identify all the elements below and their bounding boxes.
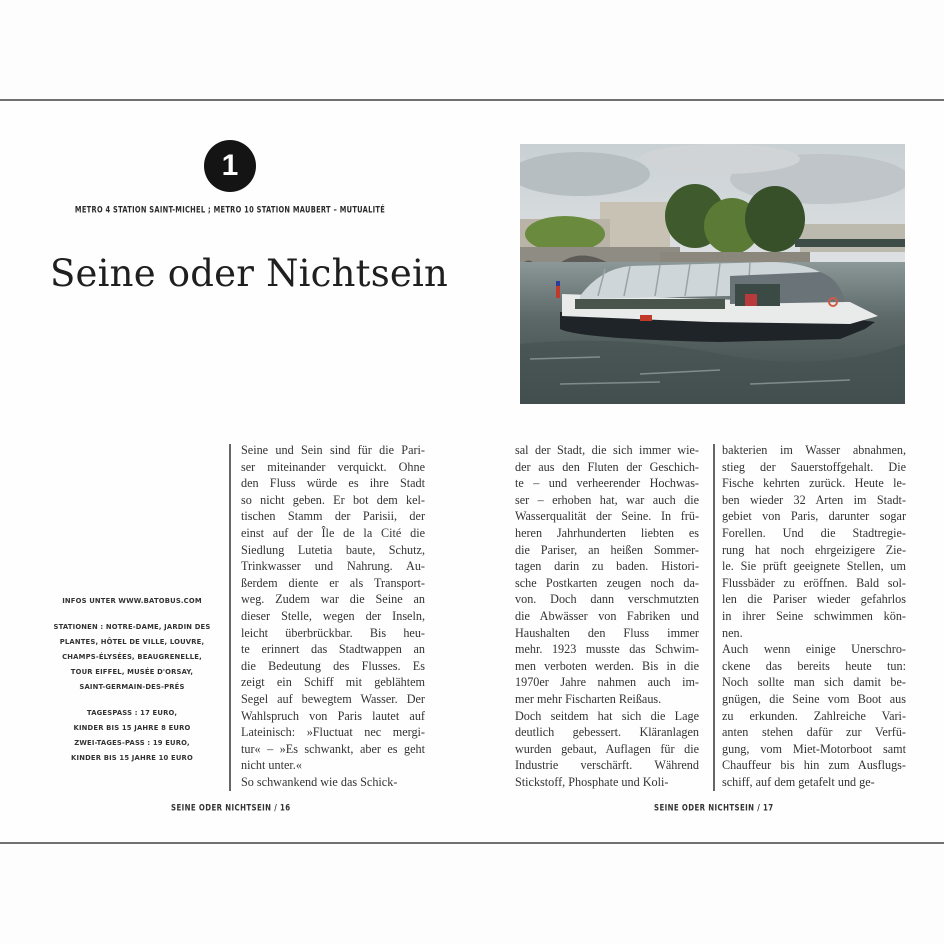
text-line: anten stehen dafür zur Verfü- bbox=[722, 725, 906, 740]
text-line: tagen darin zu baden. Histori- bbox=[515, 559, 699, 574]
boat-photo bbox=[520, 144, 905, 404]
text-line: weg. Zudem war die Seine an bbox=[241, 592, 425, 607]
bottom-page-edge-rule bbox=[0, 842, 944, 844]
text-line: die Abwässer von Fabriken und bbox=[515, 608, 699, 623]
text-line: stieg der Sauerstoffgehalt. Die bbox=[722, 459, 906, 474]
text-line: sche Postkarten zeugen noch da- bbox=[515, 575, 699, 590]
text-line: die Bedeutung des Flusses. Es bbox=[241, 658, 425, 673]
stations-line: PLANTES, HÔTEL DE VILLE, LOUVRE, bbox=[59, 637, 205, 646]
text-line: dieser Stelle, wegen der Inseln, bbox=[241, 608, 425, 623]
text-line: ßerdem diente er als Transport- bbox=[241, 575, 425, 590]
stations-line: SAINT-GERMAIN-DES-PRÉS bbox=[79, 682, 185, 691]
text-line: men verboten werden. Bis in die bbox=[515, 658, 699, 673]
chapter-number: 1 bbox=[221, 149, 239, 182]
text-line: rung hat noch ehrgeizigere Zie- bbox=[722, 542, 906, 557]
text-line: der aus den Fluten der Geschich- bbox=[515, 459, 699, 474]
text-line: ben wieder 32 Arten im Stadt- bbox=[722, 492, 906, 507]
text-line: Industrie verschärft. Während bbox=[515, 758, 699, 773]
text-line: So schwankend wie das Schick- bbox=[241, 774, 398, 789]
text-line: Doch seitdem hat sich die Lage bbox=[515, 708, 699, 723]
prices-info bbox=[51, 705, 213, 765]
column-divider-right bbox=[713, 444, 715, 791]
text-line: so nicht geben. Er bot dem kel- bbox=[241, 492, 425, 507]
text-line: in ihrer Seine schwimmen kön- bbox=[722, 608, 906, 623]
body-column-3 bbox=[722, 442, 906, 790]
text-line: leicht überbrückbar. Bis heu- bbox=[241, 625, 425, 640]
text-line: bakterien im Wasser abnahmen, bbox=[722, 443, 906, 457]
text-line: Siedlung Lutetia baute, Schutz, bbox=[241, 542, 425, 557]
text-line: nicht unter.« bbox=[241, 758, 302, 773]
chapter-number-badge bbox=[204, 140, 256, 192]
metro-info: METRO 4 STATION SAINT-MICHEL ; METRO 10 STATION MAUBERT – MUTUALITÉ bbox=[74, 203, 386, 216]
text-line: Stickstoff, Phosphate und Koli- bbox=[515, 774, 669, 789]
text-line: zeigt ein Schiff mit geblähtem bbox=[241, 675, 425, 690]
text-line: einst auf der Île de la Cité die bbox=[241, 525, 425, 540]
batobus-boat-image bbox=[520, 144, 905, 404]
column-divider-left bbox=[229, 444, 231, 791]
text-line: Seine und Sein sind für die Pari- bbox=[241, 443, 425, 457]
text-line: Flussbäder zu eröffnen. Bald sol- bbox=[722, 575, 906, 590]
text-line: heren Jahrhunderten liebten es bbox=[515, 525, 699, 540]
text-line: ckene das bereits heute tun: bbox=[722, 658, 906, 673]
text-line: Segel auf bewegtem Wasser. Der bbox=[241, 691, 425, 706]
info-box bbox=[44, 593, 220, 776]
text-line: Wahlspruch von Paris lautet auf bbox=[241, 708, 425, 723]
stations-line: CHAMPS-ÉLYSÉES, BEAUGRENELLE, bbox=[62, 652, 202, 661]
text-line: mehr. 1923 musste das Schwim- bbox=[515, 642, 699, 657]
text-line: nen. bbox=[722, 625, 743, 640]
text-line: le. Sie prüft geeignete Stellen, um bbox=[722, 559, 906, 574]
text-line: ser – erhoben hat, war auch die bbox=[515, 492, 699, 507]
text-line: schiff, auf dem getafelt und ge- bbox=[722, 774, 875, 789]
stations-line: TOUR EIFFEL, MUSÉE D'ORSAY, bbox=[70, 667, 194, 676]
text-line: tur« – »Es schwankt, aber es geht bbox=[241, 741, 425, 756]
text-line: Wasserqualität der Seine. In frü- bbox=[515, 509, 699, 524]
text-line: Noch sollte man sich damit be- bbox=[722, 675, 906, 690]
text-line: Fische kehrten zurück. Heute le- bbox=[722, 476, 906, 491]
text-line: von. Doch dann verschmutzten bbox=[515, 592, 699, 607]
stations-line: STATIONEN : NOTRE-DAME, JARDIN DES bbox=[53, 622, 211, 631]
website-info: INFOS UNTER WWW.BATOBUS.COM bbox=[62, 596, 202, 605]
text-line: mer mehr Fischarten Reißaus. bbox=[515, 691, 662, 706]
text-line: deutlich gebessert. Kläranlagen bbox=[515, 725, 699, 740]
text-line: 1970er Jahre nahmen auch im- bbox=[515, 675, 699, 690]
text-line: den Fluss würde es ihre Stadt bbox=[241, 476, 425, 491]
stations-info bbox=[51, 619, 213, 694]
price-line: KINDER BIS 15 JAHRE 8 EURO bbox=[73, 723, 191, 732]
text-line: Lateinisch: »Fluctuat nec mergi- bbox=[241, 725, 425, 740]
page-footer-right: SEINE ODER NICHTSEIN / 17 bbox=[654, 803, 774, 813]
body-column-1 bbox=[241, 442, 425, 790]
text-line: Chauffeur bis hin zum Ausflugs- bbox=[722, 758, 906, 773]
price-line: TAGESPASS : 17 EURO, bbox=[86, 708, 178, 717]
text-line: wurden gebaut, Auflagen für die bbox=[515, 741, 699, 756]
body-column-2 bbox=[515, 442, 699, 790]
page-footer-left: SEINE ODER NICHTSEIN / 16 bbox=[171, 803, 291, 813]
text-line: sal der Stadt, die sich immer wie- bbox=[515, 443, 699, 457]
text-line: len die Pariser wieder gefahrlos bbox=[722, 592, 906, 607]
price-line: ZWEI-TAGES-PASS : 19 EURO, bbox=[74, 738, 190, 747]
text-line: die Pariser, an heißen Sommer- bbox=[515, 542, 699, 557]
text-line: gebiet von Paris, darunter sogar bbox=[722, 509, 906, 524]
text-line: Trinkwasser und Nahrung. Au- bbox=[241, 559, 425, 574]
text-line: te erinnert das Stadtwappen an bbox=[241, 642, 425, 657]
chapter-title: Seine oder Nichtsein bbox=[50, 252, 449, 295]
text-line: Forellen. Und die Stadtregie- bbox=[722, 525, 906, 540]
text-line: zu erkunden. Zahlreiche Vari- bbox=[722, 708, 906, 723]
text-line: Auch wenn einige Unerschro- bbox=[722, 642, 906, 657]
price-line: KINDER BIS 15 JAHRE 10 EURO bbox=[71, 753, 193, 762]
text-line: Haushalten den Fluss immer bbox=[515, 625, 699, 640]
text-line: ser miteinander verquickt. Ohne bbox=[241, 459, 425, 474]
text-line: gung, vom Miet-Motorboot samt bbox=[722, 741, 906, 756]
text-line: te – und verheerender Hochwas- bbox=[515, 476, 699, 491]
text-line: gnügen, die Seine vom Boot aus bbox=[722, 691, 906, 706]
text-line: tischen Stamm der Parisii, der bbox=[241, 509, 425, 524]
